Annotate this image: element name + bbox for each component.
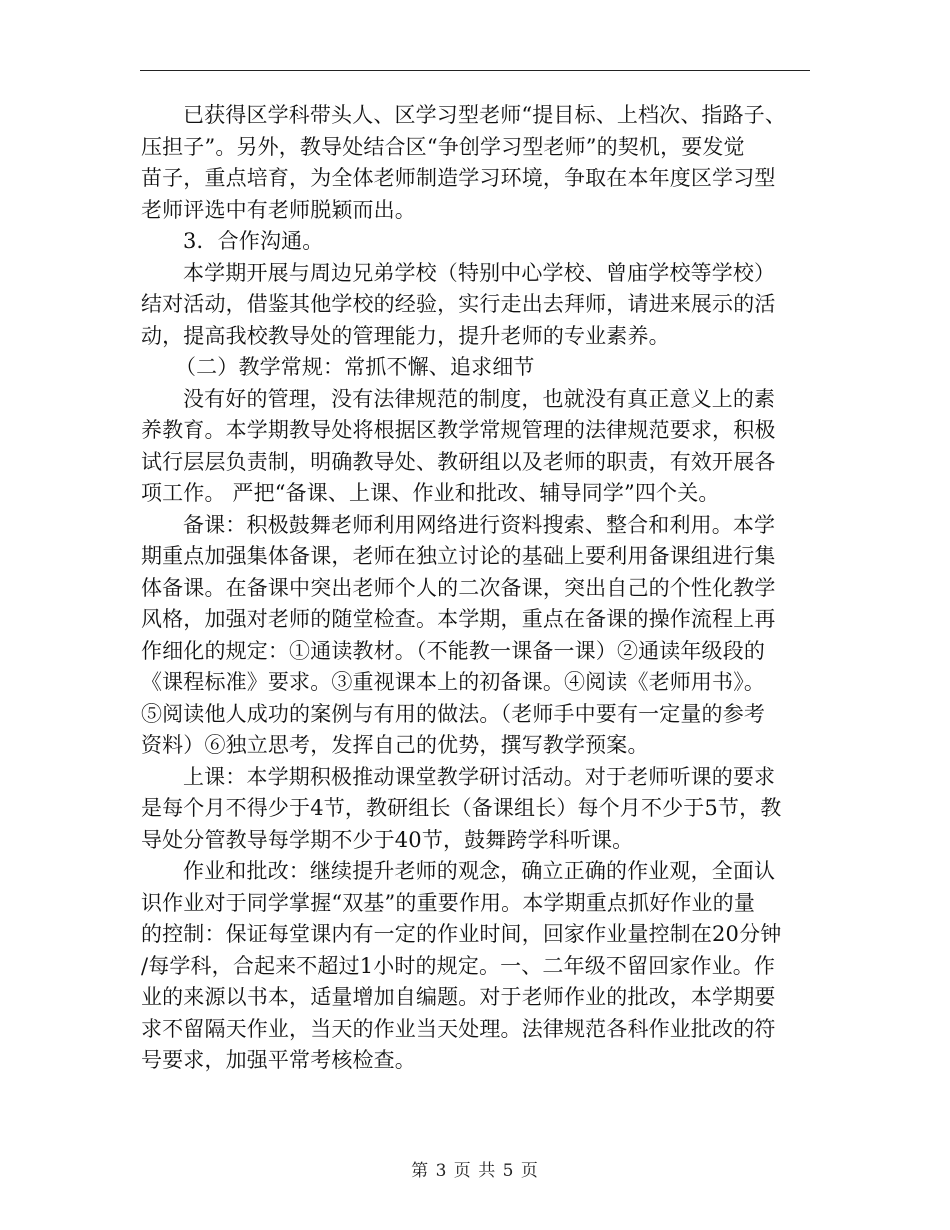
text-line: 《课程标准》要求。③重视课本上的初备课。④阅读《老师用书》。 — [141, 670, 765, 694]
text-line: 动，提高我校教导处的管理能力，提升老师的专业素养。 — [141, 323, 670, 348]
page-number-label: 第 3 页 共 5 页 — [411, 1161, 539, 1181]
text-line: 结对活动，借鉴其他学校的经验，实行走出去拜师，请进来展示的活 — [141, 292, 776, 316]
text-line: 养教育。本学期教导处将根据区教学常规管理的法律规范要求，积极 — [141, 418, 776, 442]
text-line: 导处分管教导每学期不少于40节，鼓舞跨学科听课。 — [141, 827, 634, 852]
text-line: 已获得区学科带头人、区学习型老师“提目标、上档次、指路子、 — [183, 103, 787, 127]
text-line: 3．合作沟通。 — [183, 229, 324, 253]
text-line: 作业和批改：继续提升老师的观念，确立正确的作业观，全面认 — [183, 859, 776, 883]
text-line: 是每个月不得少于4节，教研组长（备课组长）每个月不少于5节，教 — [141, 796, 782, 820]
document-body — [141, 100, 813, 1077]
page-footer — [0, 1156, 950, 1181]
text-line: 业的来源以书本，适量增加自编题。对于老师作业的批改，本学期要 — [141, 985, 776, 1009]
text-line: ⑤阅读他人成功的案例与有用的做法。（老师手中要有一定量的参考 — [141, 701, 765, 726]
text-line: 的控制：保证每堂课内有一定的作业时间，回家作业量控制在20分钟 — [141, 922, 782, 946]
text-line: 项工作。 严把“备课、上课、作业和批改、辅导同学”四个关。 — [141, 481, 720, 505]
text-line: 期重点加强集体备课，老师在独立讨论的基础上要利用备课组进行集 — [141, 544, 776, 568]
text-line: /每学科，合起来不超过1小时的规定。一、二年级不留回家作业。作 — [141, 953, 776, 978]
text-line: 号要求，加强平常考核检查。 — [141, 1048, 416, 1072]
text-line: 资料）⑥独立思考，发挥自己的优势，撰写教学预案。 — [141, 733, 649, 757]
text-line: 备课：积极鼓舞老师利用网络进行资料搜索、整合和利用。本学 — [183, 512, 776, 537]
text-line: 体备课。在备课中突出老师个人的二次备课，突出自己的个性化教学 — [141, 575, 776, 600]
text-line: 没有好的管理，没有法律规范的制度，也就没有真正意义上的素 — [183, 386, 776, 411]
text-line: 作细化的规定：①通读教材。（不能教一课备一课）②通读年级段的 — [141, 638, 765, 663]
text-line: 上课：本学期积极推动课堂教学研讨活动。对于老师听课的要求 — [183, 764, 776, 789]
text-line: 风格，加强对老师的随堂检查。本学期，重点在备课的操作流程上再 — [141, 607, 776, 631]
text-line: 本学期开展与周边兄弟学校（特别中心学校、曾庙学校等学校） — [183, 260, 776, 285]
text-line: 试行层层负责制，明确教导处、教研组以及老师的职责，有效开展各 — [141, 449, 776, 474]
header-rule — [140, 70, 810, 71]
text-line: 老师评选中有老师脱颖而出。 — [141, 197, 416, 222]
text-line: 苗子，重点培育，为全体老师制造学习环境，争取在本年度区学习型 — [141, 166, 776, 190]
text-line: 压担子”。另外，教导处结合区“争创学习型老师”的契机，要发觉 — [141, 134, 745, 159]
text-line: 求不留隔天作业，当天的作业当天处理。法律规范各科作业批改的符 — [141, 1016, 776, 1041]
text-line: 识作业对于同学掌握“双基”的重要作用。本学期重点抓好作业的量 — [141, 890, 755, 915]
text-line: （二）教学常规：常抓不懈、追求细节 — [175, 355, 535, 379]
